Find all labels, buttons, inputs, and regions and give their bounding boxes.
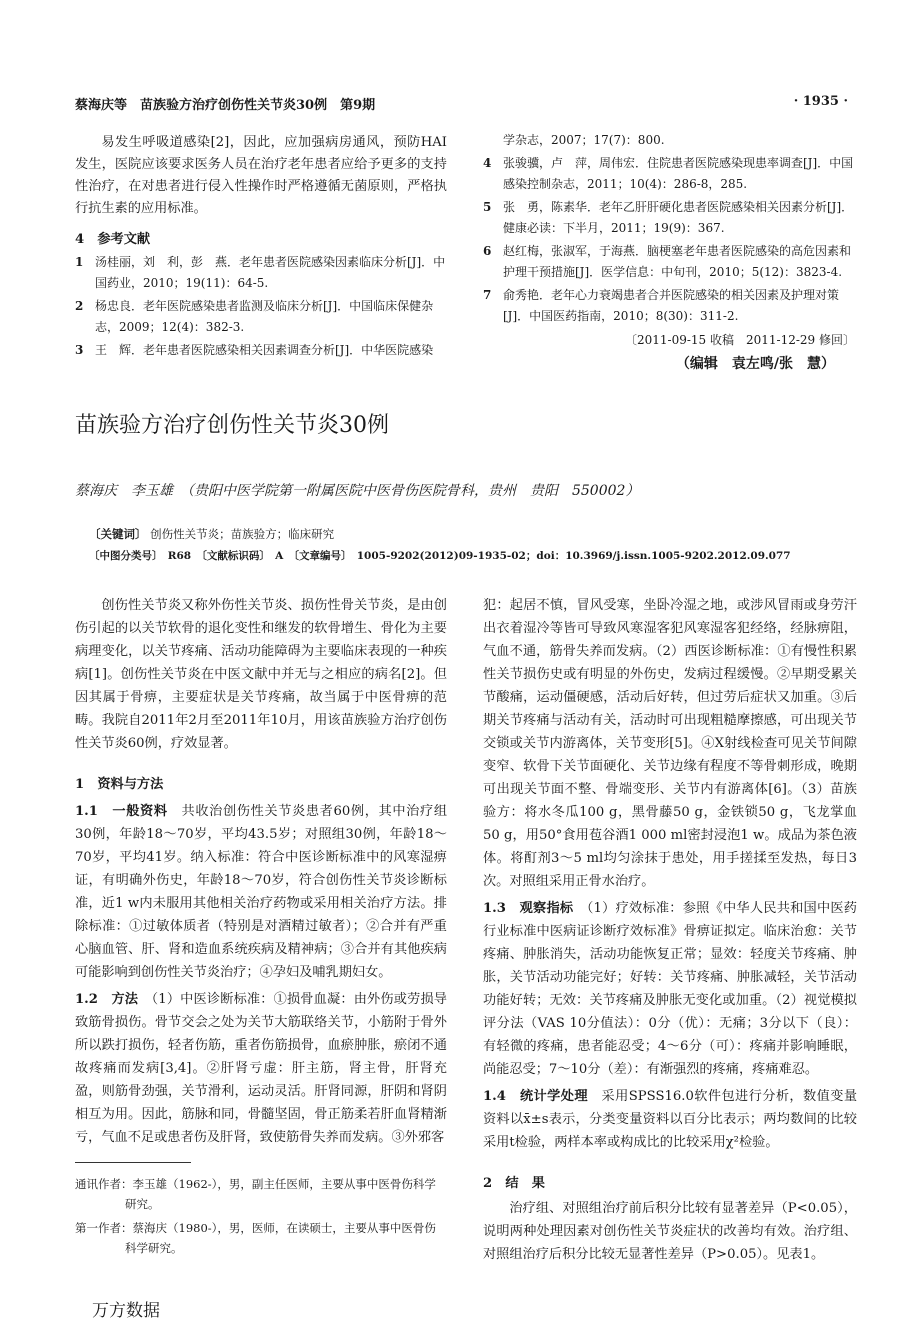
subsection-1-4 [483, 1085, 857, 1154]
reference-text: 王 辉．老年患者医院感染相关因素调查分析[J]．中华医院感染 [95, 343, 434, 357]
subsection-label: 1.4 统计学处理 [483, 1089, 588, 1104]
footnote-first-author: 第一作者：蔡海庆（1980-），男，医师，在读硕士，主要从事中医骨伤科学研究。 [75, 1221, 436, 1255]
references-list-right [483, 130, 855, 373]
received-dates: 〔2011-09-15 收稿 2011-12-29 修回〕 [624, 333, 855, 347]
subsection-label: 1.3 观察指标 [483, 901, 574, 916]
footnote-rule [75, 1162, 191, 1163]
reference-text: 赵红梅，张淑军，于海燕．脑梗塞老年患者医院感染的高危因素和护理干预措施[J]．医学信息：中旬刊，2010；5(12)：3823-4. [503, 244, 852, 279]
editor-credit: （编辑 袁左鸣/张 慧） [675, 356, 835, 372]
results-paragraph: 治疗组、对照组治疗前后积分比较有显著差异（P<0.05），说明两种处理因素对创伤性关节炎症状的改善均有效。治疗组、对照组治疗后积分比较无显著性差异（P>0.05）。见表1。 [483, 1201, 857, 1262]
reference-number: 6 [483, 244, 492, 258]
subsection-text: （1）疗效标准：参照《中华人民共和国中医药行业标准中医病证诊断疗效标准》骨痹证拟定。临床治愈：关节疼痛、肿胀消失，活动功能恢复正常；显效：轻度关节疼痛、肿胀，关节活动功能完好；好转：关节疼痛、肿胀减轻，关节活动功能好转；无效：关节疼痛及肿胀无变化或加重。（2）视觉模拟评分法（VAS 10分值法）：0分（优）：无痛；3分以下（良）：有轻微的疼痛，患者能忍受；4～6分（可）：疼痛并影响睡眠，尚能忍受；7～10分（差）：有渐强烈的疼痛，疼痛难忍。 [483, 901, 857, 1077]
reference-number: 2 [75, 299, 84, 313]
reference-item [75, 252, 451, 294]
reference-item [75, 296, 451, 338]
reference-number: 5 [483, 200, 492, 214]
reference-number: 3 [75, 343, 84, 357]
reference-text: 杨忠良．老年医院感染患者监测及临床分析[J]．中国临床保健杂志，2009；12(4)：382-3. [95, 299, 434, 334]
keywords-text: 创伤性关节炎；苗族验方；临床研究 [150, 527, 335, 541]
subsection-1-3 [483, 897, 857, 1081]
prev-article-body: 易发生呼吸道感染[2]，因此，应加强病房通风，预防HAI发生，医院应该要求医务人员在治疗老年患者应给予更多的支持性治疗，在对患者进行侵入性操作时严格遵循无菌原则，严格执行抗生素的应用标准。 [75, 135, 447, 216]
section-1-heading: 1 资料与方法 [75, 777, 164, 792]
keywords-line [89, 526, 334, 542]
footnotes [75, 1174, 447, 1258]
reference-number: 4 [483, 156, 492, 170]
article-authors: 蔡海庆 李玉雄 （贵阳中医学院第一附属医院中医骨伤医院骨科，贵州 贵阳 550002） [75, 483, 640, 499]
keywords-label: 〔关键词〕 [89, 527, 147, 541]
subsection-text: 采用SPSS16.0软件包进行分析，数值变量资料以x̄±s表示，分类变量资料以百分比表示；两均数间的比较采用t检验，两样本率或构成比的比较采用χ²检验。 [483, 1089, 858, 1150]
subsection-1-1 [75, 800, 447, 984]
references-list-left [75, 252, 451, 361]
reference-text: 张 勇，陈素华．老年乙肝肝硬化患者医院感染相关因素分析[J]．健康必读：下半月，2011；19(9)：367. [503, 200, 854, 235]
reference-item [75, 340, 451, 361]
reference-item [483, 241, 855, 283]
subsection-label: 1.2 方法 [75, 992, 139, 1007]
classification-line: 〔中图分类号〕 R68 〔文献标识码〕 A 〔文章编号〕 1005-9202(2012)09-1935-02；doi：10.3969/j.issn.1005-9202.2012.09.077 [89, 550, 791, 562]
reference-item [483, 285, 855, 327]
reference-text: 汤桂丽，刘 利，彭 燕．老年患者医院感染因素临床分析[J]．中国药业，2010；19(11)：64-5. [95, 255, 446, 290]
article-title: 苗族验方治疗创伤性关节炎30例 [75, 413, 389, 438]
references-heading: 4 参考文献 [75, 232, 151, 247]
page-number: · 1935 · [793, 94, 848, 109]
main-right-column [483, 594, 857, 1266]
main-left-column [75, 594, 447, 1149]
section-2-heading: 2 结 果 [483, 1176, 545, 1191]
method-continuation: 犯：起居不慎，冒风受寒，坐卧冷湿之地，或涉风冒雨或身劳汗出衣着湿冷等皆可导致风寒湿客犯风寒湿客犯经络，经脉痹阻，气血不通，筋骨失养而发病。（2）西医诊断标准：①有慢性积累性关节损伤史或有明显的外伤史，发病过程缓慢。②早期受累关节酸痛，运动僵硬感，活动后好转，但过劳后症状又加重。③后期关节疼痛与活动有关，活动时可出现粗糙摩擦感，可出现关节交锁或关节内游离体，关节变形[5]。④X射线检查可见关节间隙变窄、软骨下关节面硬化、关节边缘有程度不等骨刺形成，晚期可出现关节面不整、骨端变形、关节内有游离体[6]。（3）苗族验方：将水冬瓜100 g，黑骨藤50 g，金铁锁50 g，飞龙掌血50 g，用50°食用苞谷酒1 000 ml密封浸泡1 w。成品为茶色液体。将酊剂3～5 ml均匀涂抹于患处，用手搓揉至发热，每日3次。对照组采用正骨水治疗。 [483, 598, 857, 889]
reference-continuation: 学杂志，2007；17(7)：800. [503, 133, 665, 147]
subsection-text: （1）中医诊断标准：①损骨血凝：由外伤或劳损导致筋骨损伤。骨节交会之处为关节大筋联络关节，小筋附于骨外所以跌打损伤，轻者伤筋，重者伤筋损骨，血瘀肿胀，瘀闭不通故疼痛而发病[3,4]。②肝肾亏虚：肝主筋，肾主骨，肝肾充盈，则筋骨劲强，关节滑利，运动灵活。肝肾同源，肝阴和肾阴相互为用。因此，筋脉和同，骨髓坚固，骨正筋柔若肝血肾精渐亏，气血不足或患者伤及肝肾，致使筋骨失养而发病。③外邪客 [75, 992, 447, 1145]
watermark-text: 万方数据 [92, 1301, 160, 1321]
reference-text: 张骏骥，卢 萍，周伟宏．住院患者医院感染现患率调查[J]．中国感染控制杂志，2011；10(4)：286-8，285. [503, 156, 854, 191]
reference-number: 7 [483, 288, 492, 302]
subsection-1-2 [75, 988, 447, 1149]
reference-number: 1 [75, 255, 84, 269]
subsection-label: 1.1 一般资料 [75, 804, 168, 819]
footnote-corresponding-author: 通讯作者：李玉雄（1962-），男，副主任医师，主要从事中医骨伤科学研究。 [75, 1177, 436, 1211]
reference-text: 俞秀艳．老年心力衰竭患者合并医院感染的相关因素及护理对策[J]．中国医药指南，2010；8(30)：311-2. [503, 288, 840, 323]
intro-paragraph: 创伤性关节炎又称外伤性关节炎、损伤性骨关节炎，是由创伤引起的以关节软骨的退化变性和继发的软骨增生、骨化为主要病理变化，以关节疼痛、活动功能障碍为主要临床表现的一种疾病[1]。创伤性关节炎在中医文献中并无与之相应的病名[2]。但因其属于骨痹，主要症状是关节疼痛，故当属于中医骨痹的范畴。我院自2011年2月至2011年10月，用该苗族验方治疗创伤性关节炎60例，疗效显著。 [75, 598, 447, 751]
reference-item [483, 197, 855, 239]
reference-item [483, 153, 855, 195]
running-header-left: 蔡海庆等 苗族验方治疗创伤性关节炎30例 第9期 [75, 98, 376, 113]
subsection-text: 共收治创伤性关节炎患者60例，其中治疗组30例，年龄18～70岁，平均43.5岁；对照组30例，年龄18～70岁，平均41岁。纳入标准：符合中医诊断标准中的风寒湿痹证，有明确外伤史，年龄18～70岁，符合创伤性关节炎诊断标准，近1 w内未服用其他相关治疗药物或采用相关治疗方法。排除标准：①过敏体质者（特别是对酒精过敏者）；②合并有严重心脑血管、肝、肾和造血系统疾病及精神病；③合并有其他疾病可能影响到创伤性关节炎治疗；④孕妇及哺乳期妇女。 [75, 804, 448, 980]
